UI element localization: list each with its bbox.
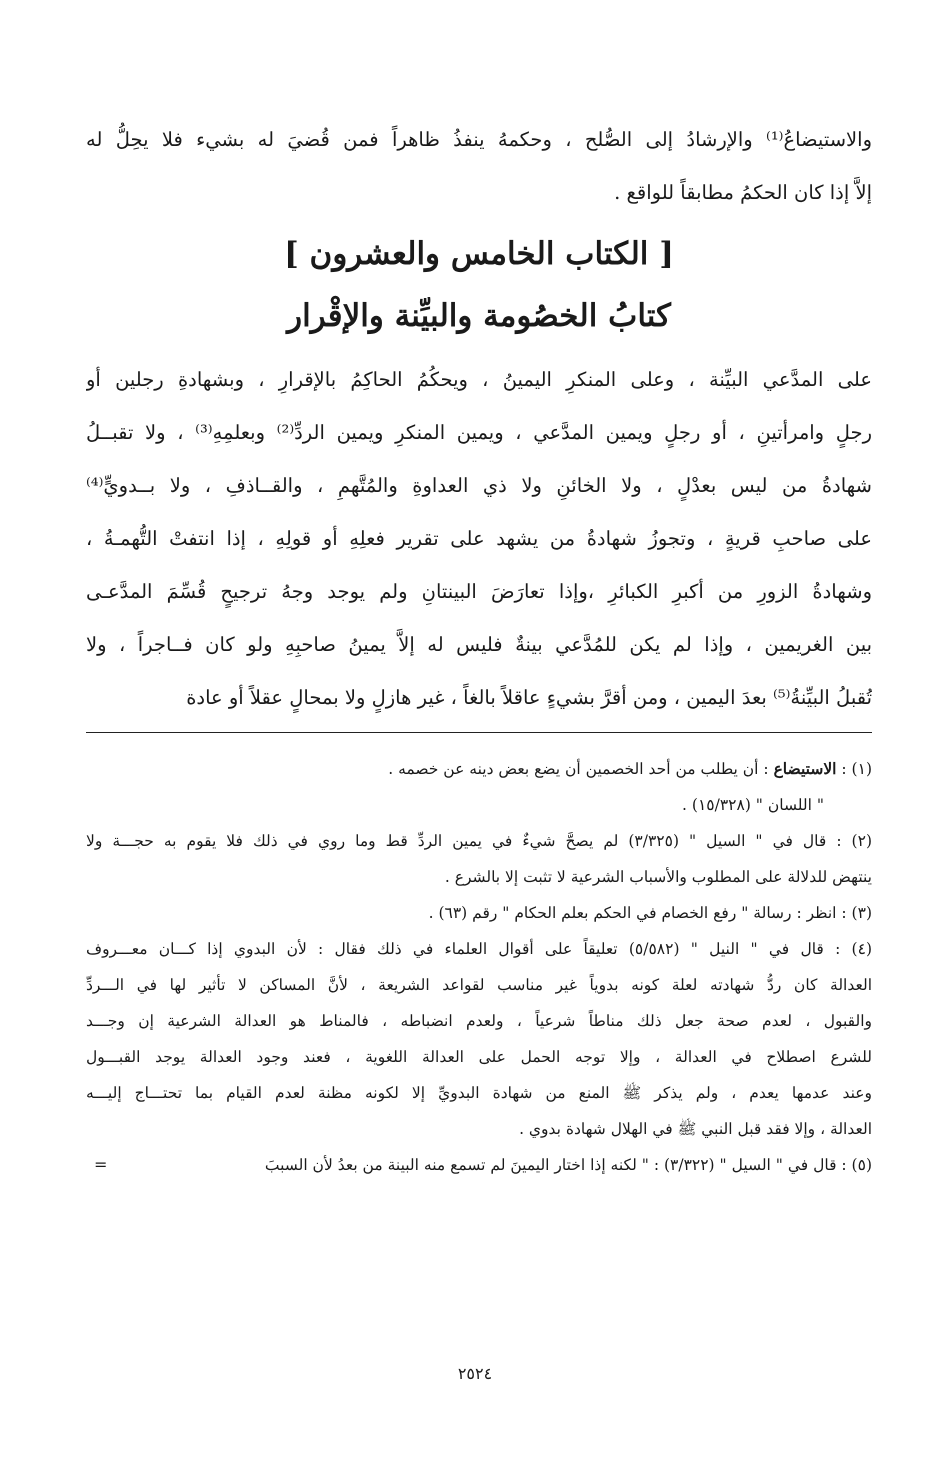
body-line: شهادةُ من ليس بعدْلٍ ، ولا الخائنِ ولا ذي العداوةِ والمُتَّهمِ ، والقــاذفِ ، ولا بــدويٍّ⁽⁴⁾	[86, 474, 872, 497]
footnote-marker: (١) :	[841, 760, 872, 778]
main-text	[86, 113, 872, 724]
footnote-1-source: " اللسان " (١٥/٣٢٨) .	[682, 796, 824, 814]
body-line: رجلٍ وامرأتينِ ، أو رجلٍ ويمين المدَّعي ، ويمين المنكرِ ويمين الردِّ⁽²⁾ وبعلمِهِ⁽³⁾ ، ولا تقبــلُ	[86, 421, 872, 444]
footnote-1	[86, 751, 872, 787]
footnotes	[86, 751, 872, 1183]
footnote-separator	[86, 732, 872, 733]
page-number: ٢٥٢٤	[457, 1364, 493, 1383]
continuation-mark: =	[94, 1155, 108, 1174]
intro-line: إلاَّ إذا كان الحكمُ مطابقاً للواقع .	[614, 181, 872, 204]
body-line: بين الغريمين ، وإذا لم يكن للمُدَّعي بينةٌ فليس له إلاَّ يمينُ صاحبِهِ ولو كان فــاجراً ، ولا	[86, 633, 872, 656]
footnote-5-line	[86, 1147, 872, 1183]
footnote-term: الاستيضاع	[773, 759, 837, 778]
intro-line: والاستيضاعُ⁽¹⁾ والإرشادُ إلى الصُّلح ، وحكمهُ ينفذُ ظاهراً فمن قُضيَ له بشيء فلا يحِلُّ له	[86, 128, 872, 151]
body-line: تُقبلُ البيِّنةُ⁽⁵⁾ بعدَ اليمين ، ومن أقرَّ بشيءٍ عاقلاً بالغاً ، غير هازلٍ ولا بمحالٍ عقلاً أو عادة	[186, 686, 872, 709]
body-line: وشهادةُ الزورِ من أكبرِ الكبائرِ ،وإذا تعارَضَ البينتانِ ولم يوجد وجهُ ترجيحٍ قُسِّمَ المدَّعـى	[86, 580, 872, 603]
footnote-4-line: للشرع اصطلاح في العدالة ، وإلا توجه الحمل على العدالة اللغوية ، فعند وجود العدالة يوجد القبـــول	[86, 1048, 872, 1066]
footnote-3-line: (٣) : انظر : رسالة " رفع الخصام في الحكم بعلم الحكام " رقم (٦٣) .	[428, 904, 872, 922]
footnote-4-line: العدالة ، وإلا فقد قبل النبي ﷺ في الهلال شهادة بدوي .	[519, 1120, 872, 1138]
body-line: على صاحبِ قريةٍ ، وتجوزُ شهادةُ من يشهد على تقرير فعلِهِ أو قولِهِ ، إذا انتفتْ التُّهمـةُ ،	[86, 527, 872, 550]
footnote-2-line: (٢) : قال في " السيل " (٣/٣٢٥) لم يصحَّ شيءٌ في يمين الردِّ قط وما روي في ذلك فلا يقوم به حجـــة ولا	[86, 832, 872, 850]
footnote-4-line: وعند عدمها يعدم ، ولم يذكر ﷺ المنع من شهادة البدويِّ إلا لكونه مظنة لعدم القيام بما تحتـــاج إليـــه	[86, 1084, 872, 1102]
footnote-4-line: والقبول ، لعدم صحة جعل ذلك مناطاً شرعياً ، ولعدم انضباطه ، فالمناط هو العدالة الشرعية إن وجـــد	[86, 1012, 872, 1030]
book-title-heading: كتابُ الخصُومة والبيِّنة والإقْرار	[287, 298, 671, 334]
book-number-heading: [ الكتاب الخامس والعشرون ]	[284, 236, 674, 272]
footnote-5-text: (٥) : قال في " السيل " (٣/٣٢٢) : " لكنه إذا اختار اليمينَ لم تسمع منه البينة من بعدُ لأن السببَ	[264, 1156, 872, 1174]
footnote-2-line: ينتهض للدلالة على المطلوب والأسباب الشرعية لا تثبت إلا بالشرع .	[444, 868, 872, 886]
body-line: على المدَّعي البيِّنة ، وعلى المنكرِ اليمينُ ، ويحكُمُ الحاكِمُ بالإقرارِ ، وبشهادةِ رجلين أو	[86, 368, 872, 391]
footnote-4-line: (٤) : قال في " النيل " (٥/٥٨٢) تعليقاً على أقوال العلماء في ذلك فقال : لأن البدوي إذا كـــان معـــروف	[86, 940, 872, 958]
footnote-text: : أن يطلب من أحد الخصمين أن يضع بعض دينه عن خصمه .	[388, 760, 769, 778]
footnote-4-line: العدالة كان ردُّ شهادته لعلة كونه بدوياً غير مناسب لقواعد الشريعة ، لأنَّ المساكن لا تأثير لها في الـــردِّ	[86, 976, 872, 994]
